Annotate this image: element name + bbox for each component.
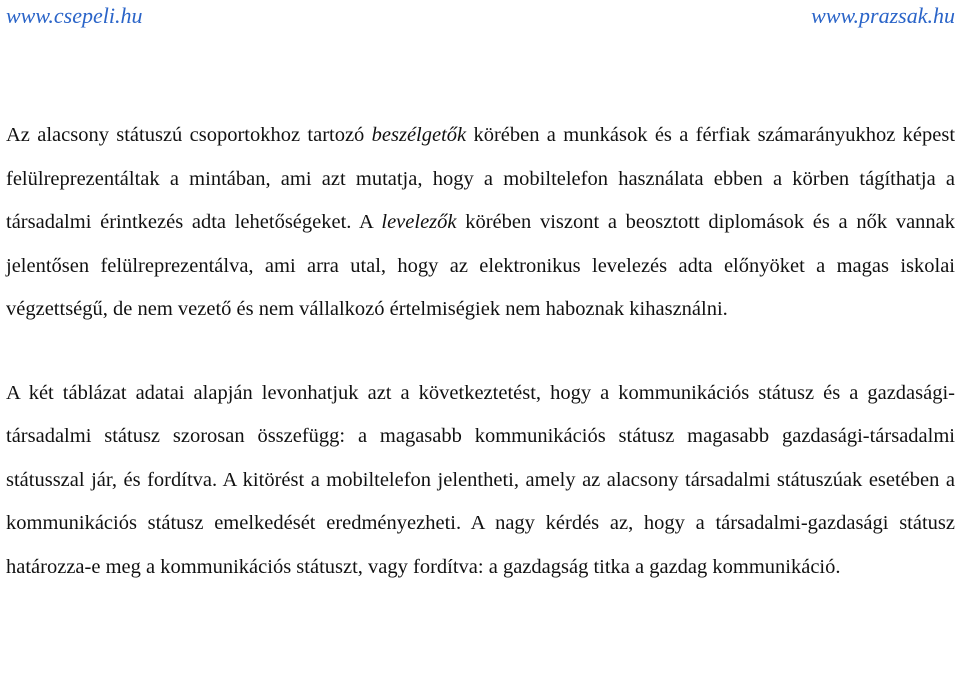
paragraph-2: A két táblázat adatai alapján levonhatjuk azt a következtetést, hogy a kommunikációs státusz és a gazdasági-társadalmi státusz szorosan összefügg: a magasabb kommunikációs státusz magasabb gazdasági-társadalmi státusszal jár, és fordítva. A kitörést a mobiltelefon jelentheti, amely az alacsony társadalmi státuszúak esetében a kommunikációs státusz emelkedését eredményezheti. A nagy kérdés az, hogy a társadalmi-gazdasági státusz határozza-e meg a kommunikációs státuszt, vagy fordítva: a gazdagság titka a gazdag kommunikáció. bbox=[6, 381, 955, 578]
paragraph-1-text-a: Az alacsony státuszú csoportokhoz tartozó bbox=[6, 124, 372, 146]
paragraph-1-text-b: körében a munkások és a férfiak számarányukhoz képest felülreprezentáltak a mintában, ami azt mutatja, hogy a mobiltelefon használata ebben a körben tágíthatja a társadalmi érintkezés adta lehetőségeket. A bbox=[6, 124, 956, 233]
paragraph-1 bbox=[6, 114, 955, 332]
document-body bbox=[6, 114, 955, 589]
term-levelezok: levelezők bbox=[381, 211, 457, 233]
csepeli-link[interactable]: www.csepeli.hu bbox=[6, 3, 143, 28]
term-beszelgetok: beszélgetők bbox=[371, 124, 467, 146]
paragraph-1-text-c: körében viszont a beosztott diplomások és a nők vannak jelentősen felülreprezentálva, ami arra utal, hogy az elektronikus levelezés adta előnyöket a magas iskolai végzettségű, de nem vezető és nem vállalkozó értelmiségiek nem haboznak kihasználni. bbox=[6, 211, 956, 320]
prazsak-link[interactable]: www.prazsak.hu bbox=[811, 3, 955, 28]
page-header bbox=[6, 0, 955, 32]
